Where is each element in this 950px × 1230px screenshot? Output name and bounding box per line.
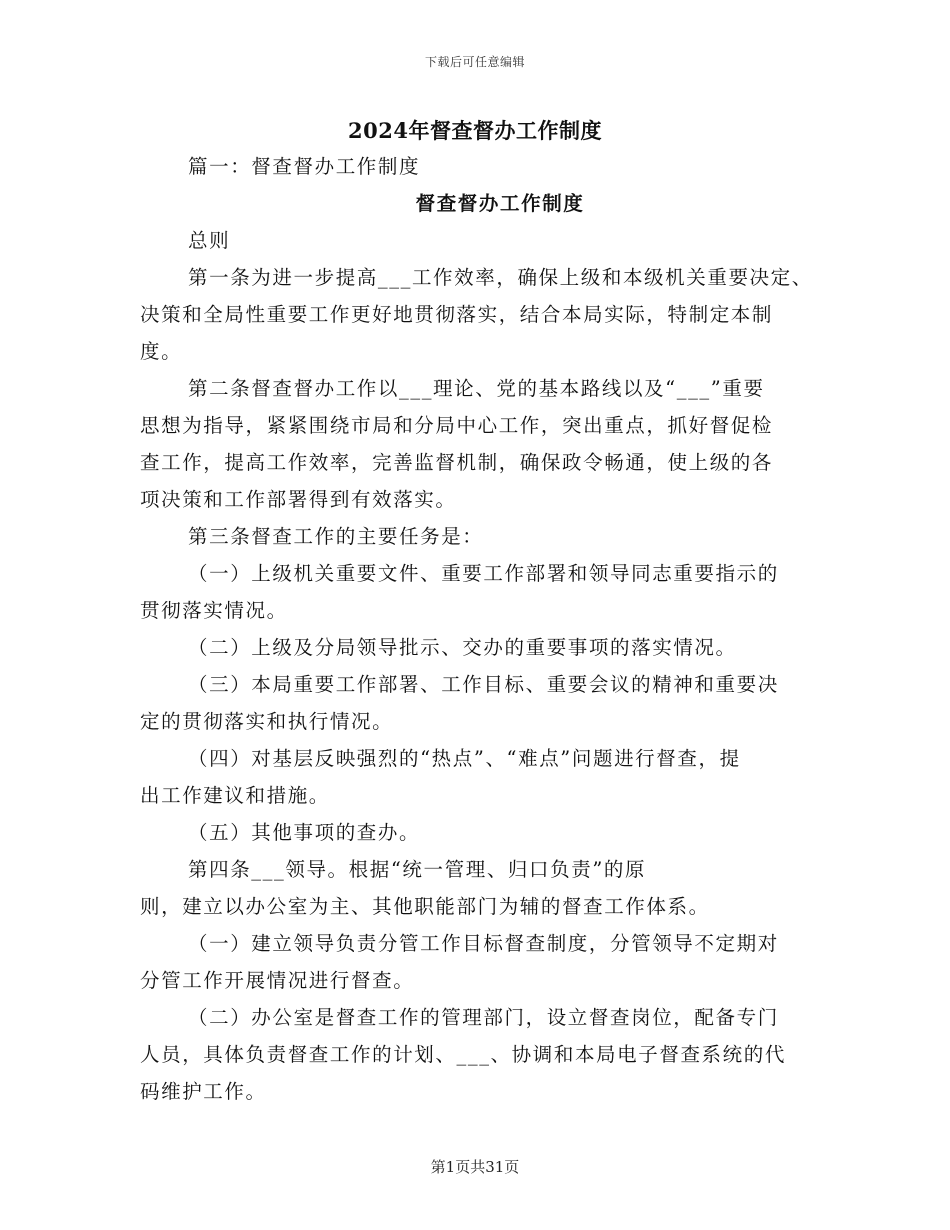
article-1-line-2: 决策和全局性重要工作更好地贯彻落实，结合本局实际，特制定本制 — [140, 303, 774, 326]
header-note: 下载后可任意编辑 — [424, 55, 525, 69]
article-4-item-2-line-3: 码维护工作。 — [140, 1080, 267, 1103]
article-4-line-1: 第四条___领导。根据“统一管理、归口负责”的原 — [188, 858, 647, 881]
article-3-item-4-line-1: （四）对基层反映强烈的“热点”、“难点”问题进行督查，提 — [188, 747, 741, 770]
article-1-line-3: 度。 — [140, 340, 183, 363]
page-number: 第1页共31页 — [430, 1158, 520, 1176]
article-3-item-1-line-1: （一）上级机关重要文件、重要工作部署和领导同志重要指示的 — [188, 562, 779, 585]
document-title: 2024年督查督办工作制度 — [348, 118, 602, 143]
article-2-line-1: 第二条督查督办工作以___理论、党的基本路线以及“___”重要 — [188, 377, 765, 400]
article-4-item-2-line-2: 人员，具体负责督查工作的计划、___、协调和本局电子督查系统的代 — [140, 1043, 786, 1066]
article-1-line-1: 第一条为进一步提高___工作效率，确保上级和本级机关重要决定、 — [188, 266, 813, 289]
section-title: 督查督办工作制度 — [415, 192, 585, 215]
article-3-item-1-line-2: 贯彻落实情况。 — [140, 599, 288, 622]
article-3-item-5: （五）其他事项的查办。 — [188, 821, 421, 844]
article-3-item-3-line-1: （三）本局重要工作部署、工作目标、重要会议的精神和重要决 — [188, 673, 779, 696]
article-3-item-2: （二）上级及分局领导批示、交办的重要事项的落实情况。 — [188, 636, 737, 659]
article-3-item-3-line-2: 定的贯彻落实和执行情况。 — [140, 710, 394, 733]
general-provisions-heading: 总则 — [188, 229, 231, 252]
article-2-line-3: 查工作，提高工作效率，完善监督机制，确保政令畅通，使上级的各 — [140, 451, 774, 474]
article-3-line-1: 第三条督查工作的主要任务是： — [188, 525, 484, 548]
article-4-item-2-line-1: （二）办公室是督查工作的管理部门，设立督查岗位，配备专门 — [188, 1006, 779, 1029]
article-3-item-4-line-2: 出工作建议和措施。 — [140, 784, 330, 807]
article-4-item-1-line-1: （一）建立领导负责分管工作目标督查制度，分管领导不定期对 — [188, 932, 779, 955]
chapter-heading: 篇一：督查督办工作制度 — [188, 155, 421, 178]
article-2-line-4: 项决策和工作部署得到有效落实。 — [140, 488, 457, 511]
document-body — [140, 148, 830, 1110]
article-2-line-2: 思想为指导，紧紧围绕市局和分局中心工作，突出重点，抓好督促检 — [140, 414, 774, 437]
article-4-line-2: 则，建立以办公室为主、其他职能部门为辅的督查工作体系。 — [140, 895, 710, 918]
article-4-item-1-line-2: 分管工作开展情况进行督查。 — [140, 969, 415, 992]
